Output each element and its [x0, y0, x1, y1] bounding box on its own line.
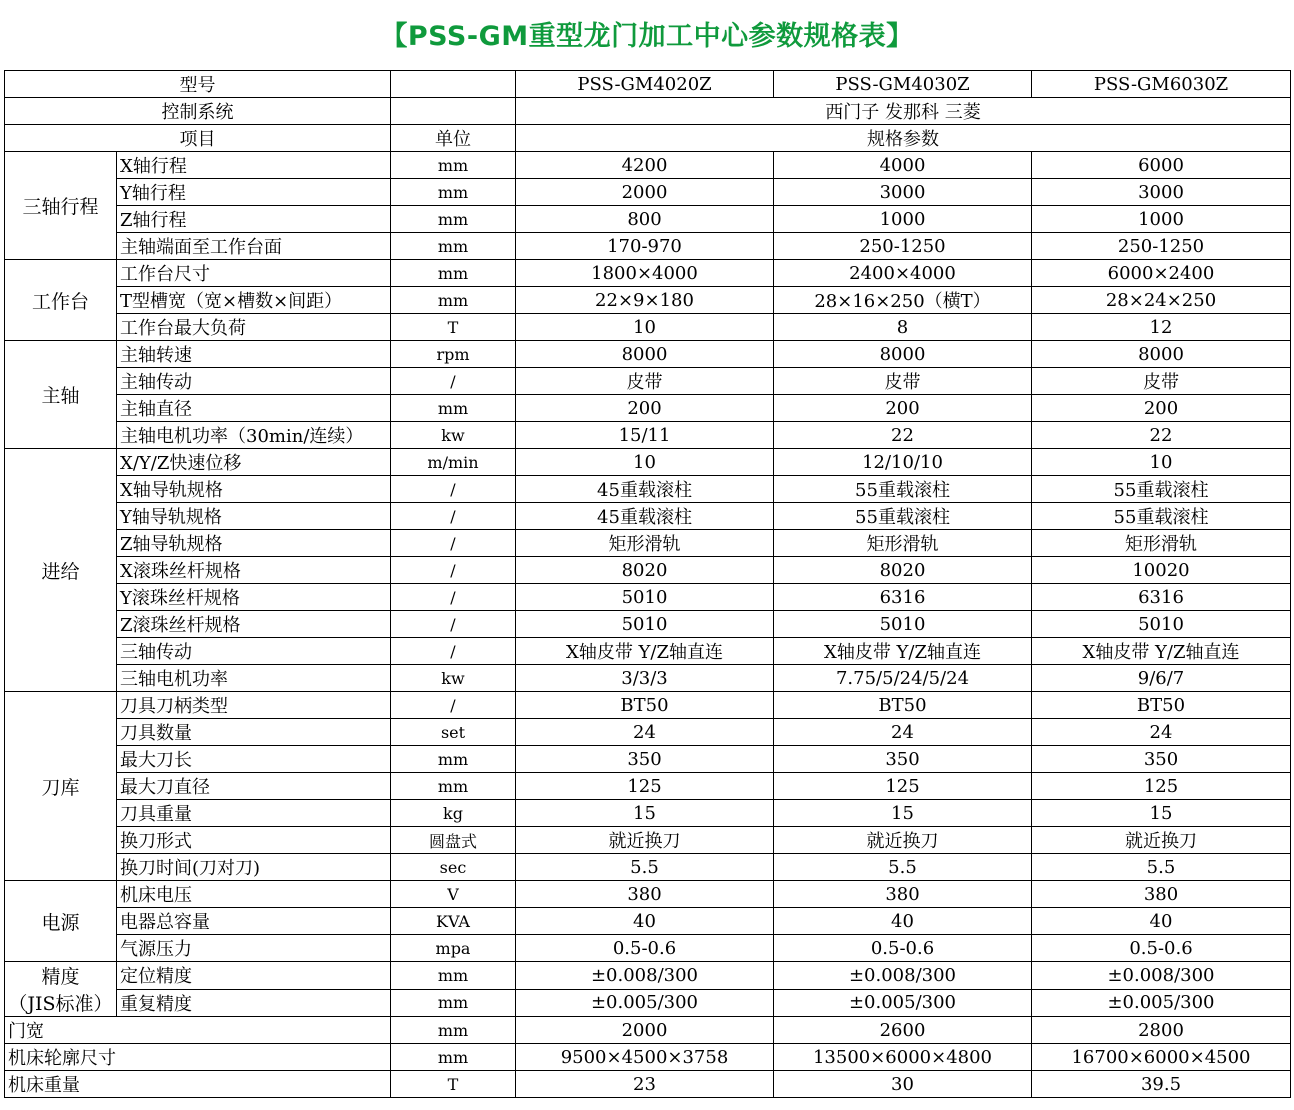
- unit-cell: /: [391, 584, 516, 611]
- value-cell: 40: [1032, 908, 1291, 935]
- value-cell: 2000: [516, 1017, 774, 1044]
- value-cell: 28×24×250: [1032, 287, 1291, 314]
- item-label: Z滚珠丝杆规格: [117, 611, 391, 638]
- group-label: [5, 962, 117, 1017]
- unit-cell: mm: [391, 773, 516, 800]
- value-cell: 5.5: [774, 854, 1032, 881]
- group-label: [5, 152, 117, 260]
- unit-cell: mm: [391, 746, 516, 773]
- value-cell: 6316: [1032, 584, 1291, 611]
- item-label: Y滚珠丝杆规格: [117, 584, 391, 611]
- value-cell: X轴皮带 Y/Z轴直连: [1032, 638, 1291, 665]
- group-label: [5, 449, 117, 692]
- control-label: 控制系统: [5, 98, 391, 125]
- value-cell: 5010: [1032, 611, 1291, 638]
- spec-row: [5, 827, 1291, 854]
- spec-row: [5, 611, 1291, 638]
- spec-header: 规格参数: [516, 125, 1291, 152]
- value-cell: 3000: [774, 179, 1032, 206]
- spec-row: [5, 584, 1291, 611]
- model-label: 型号: [5, 71, 391, 98]
- spec-row: [5, 368, 1291, 395]
- value-cell: 皮带: [774, 368, 1032, 395]
- value-cell: 就近换刀: [516, 827, 774, 854]
- value-cell: 800: [516, 206, 774, 233]
- value-cell: 200: [516, 395, 774, 422]
- spec-row: [5, 773, 1291, 800]
- unit-cell: mm: [391, 179, 516, 206]
- value-cell: 55重载滚柱: [1032, 476, 1291, 503]
- value-cell: 350: [1032, 746, 1291, 773]
- value-cell: 24: [1032, 719, 1291, 746]
- value-cell: 3/3/3: [516, 665, 774, 692]
- value-cell: 9/6/7: [1032, 665, 1291, 692]
- model-name: PSS-GM4020Z: [516, 71, 774, 98]
- value-cell: ±0.005/300: [774, 989, 1032, 1017]
- value-cell: 6316: [774, 584, 1032, 611]
- item-label: X/Y/Z快速位移: [117, 449, 391, 476]
- group-label: [5, 341, 117, 449]
- spec-row: [5, 395, 1291, 422]
- unit-header: 单位: [391, 125, 516, 152]
- value-cell: 40: [516, 908, 774, 935]
- value-cell: 6000: [1032, 152, 1291, 179]
- value-cell: 3000: [1032, 179, 1291, 206]
- value-cell: 13500×6000×4800: [774, 1044, 1032, 1071]
- spec-row: [5, 881, 1291, 908]
- value-cell: 39.5: [1032, 1071, 1291, 1098]
- value-cell: 15: [774, 800, 1032, 827]
- group-label-line: 进给: [41, 560, 80, 583]
- unit-cell: /: [391, 557, 516, 584]
- spec-row: [5, 152, 1291, 179]
- value-cell: 2600: [774, 1017, 1032, 1044]
- item-label: T型槽宽（宽×槽数×间距）: [117, 287, 391, 314]
- value-cell: 5010: [516, 611, 774, 638]
- unit-cell: /: [391, 692, 516, 719]
- value-cell: 10020: [1032, 557, 1291, 584]
- unit-cell: V: [391, 881, 516, 908]
- spec-row: [5, 557, 1291, 584]
- spec-row: [5, 800, 1291, 827]
- value-cell: 250-1250: [774, 233, 1032, 260]
- item-label: 主轴端面至工作台面: [117, 233, 391, 260]
- group-label-line: 电源: [41, 911, 80, 934]
- value-cell: 380: [516, 881, 774, 908]
- unit-cell: /: [391, 503, 516, 530]
- group-label-line: 刀库: [41, 776, 80, 799]
- value-cell: 矩形滑轨: [1032, 530, 1291, 557]
- unit-cell: 圆盘式: [391, 827, 516, 854]
- unit-cell: mm: [391, 287, 516, 314]
- item-label: X轴行程: [117, 152, 391, 179]
- spec-row: [5, 989, 1291, 1017]
- value-cell: 200: [1032, 395, 1291, 422]
- spec-row: [5, 638, 1291, 665]
- value-cell: 28×16×250（横T）: [774, 287, 1032, 314]
- item-label: 机床重量: [5, 1071, 391, 1098]
- value-cell: 24: [516, 719, 774, 746]
- value-cell: 5.5: [1032, 854, 1291, 881]
- spec-row: [5, 719, 1291, 746]
- value-cell: 1800×4000: [516, 260, 774, 287]
- spec-row: [5, 854, 1291, 881]
- column-header-row: [5, 125, 1291, 152]
- item-label: 刀具数量: [117, 719, 391, 746]
- value-cell: 350: [516, 746, 774, 773]
- unit-cell: sec: [391, 854, 516, 881]
- value-cell: 350: [774, 746, 1032, 773]
- item-label: 工作台最大负荷: [117, 314, 391, 341]
- unit-cell: mm: [391, 206, 516, 233]
- value-cell: 9500×4500×3758: [516, 1044, 774, 1071]
- value-cell: ±0.005/300: [516, 989, 774, 1017]
- spec-table: [4, 70, 1291, 1098]
- item-label: 气源压力: [117, 935, 391, 962]
- item-label: Z轴行程: [117, 206, 391, 233]
- value-cell: BT50: [1032, 692, 1291, 719]
- group-label-line: 主轴: [41, 385, 80, 407]
- item-label: 三轴传动: [117, 638, 391, 665]
- unit-cell: /: [391, 638, 516, 665]
- spec-row: [5, 692, 1291, 719]
- value-cell: 200: [774, 395, 1032, 422]
- value-cell: 皮带: [1032, 368, 1291, 395]
- value-cell: 22: [774, 422, 1032, 449]
- spec-row: [5, 449, 1291, 476]
- value-cell: 5.5: [516, 854, 774, 881]
- spec-row: [5, 1017, 1291, 1044]
- value-cell: 1000: [1032, 206, 1291, 233]
- model-name: PSS-GM4030Z: [774, 71, 1032, 98]
- item-label: 门宽: [5, 1017, 391, 1044]
- value-cell: 矩形滑轨: [516, 530, 774, 557]
- spec-row: [5, 179, 1291, 206]
- item-label: X轴导轨规格: [117, 476, 391, 503]
- value-cell: 380: [1032, 881, 1291, 908]
- group-label-line: 精度: [41, 966, 80, 988]
- unit-cell: mm: [391, 395, 516, 422]
- value-cell: X轴皮带 Y/Z轴直连: [516, 638, 774, 665]
- model-row: [5, 71, 1291, 98]
- group-label: [5, 260, 117, 341]
- value-cell: 125: [1032, 773, 1291, 800]
- value-cell: 8020: [516, 557, 774, 584]
- value-cell: 125: [774, 773, 1032, 800]
- item-label: 重复精度: [117, 989, 391, 1017]
- unit-cell: mm: [391, 260, 516, 287]
- value-cell: 22×9×180: [516, 287, 774, 314]
- value-cell: 皮带: [516, 368, 774, 395]
- spec-row: [5, 476, 1291, 503]
- value-cell: ±0.005/300: [1032, 989, 1291, 1017]
- value-cell: 6000×2400: [1032, 260, 1291, 287]
- spec-row: [5, 962, 1291, 990]
- value-cell: 12: [1032, 314, 1291, 341]
- control-value: 西门子 发那科 三菱: [516, 98, 1291, 125]
- value-cell: 15: [1032, 800, 1291, 827]
- unit-cell: kg: [391, 800, 516, 827]
- value-cell: 45重载滚柱: [516, 503, 774, 530]
- item-header: 项目: [5, 125, 391, 152]
- spec-row: [5, 908, 1291, 935]
- group-label-line: 工作台: [31, 290, 89, 313]
- value-cell: 0.5-0.6: [774, 935, 1032, 962]
- value-cell: BT50: [516, 692, 774, 719]
- value-cell: 22: [1032, 422, 1291, 449]
- spec-row: [5, 287, 1291, 314]
- value-cell: 4200: [516, 152, 774, 179]
- value-cell: 23: [516, 1071, 774, 1098]
- value-cell: 2800: [1032, 1017, 1291, 1044]
- value-cell: 就近换刀: [1032, 827, 1291, 854]
- value-cell: 10: [516, 314, 774, 341]
- value-cell: 24: [774, 719, 1032, 746]
- value-cell: 16700×6000×4500: [1032, 1044, 1291, 1071]
- value-cell: 8020: [774, 557, 1032, 584]
- control-row: [5, 98, 1291, 125]
- item-label: X滚珠丝杆规格: [117, 557, 391, 584]
- unit-cell: KVA: [391, 908, 516, 935]
- value-cell: 12/10/10: [774, 449, 1032, 476]
- group-label-line: （JIS标准）: [8, 993, 113, 1015]
- item-label: Z轴导轨规格: [117, 530, 391, 557]
- group-label-line: 三轴行程: [22, 196, 99, 218]
- value-cell: 8: [774, 314, 1032, 341]
- item-label: 主轴直径: [117, 395, 391, 422]
- value-cell: 55重载滚柱: [774, 476, 1032, 503]
- item-label: 主轴转速: [117, 341, 391, 368]
- unit-cell: T: [391, 1071, 516, 1098]
- spec-row: [5, 746, 1291, 773]
- unit-cell: mm: [391, 1044, 516, 1071]
- value-cell: ±0.008/300: [516, 962, 774, 990]
- value-cell: 2400×4000: [774, 260, 1032, 287]
- value-cell: 5010: [516, 584, 774, 611]
- unit-cell: T: [391, 314, 516, 341]
- unit-cell: /: [391, 476, 516, 503]
- spec-row: [5, 1044, 1291, 1071]
- value-cell: 55重载滚柱: [1032, 503, 1291, 530]
- value-cell: 45重载滚柱: [516, 476, 774, 503]
- spec-row: [5, 341, 1291, 368]
- item-label: 最大刀长: [117, 746, 391, 773]
- spec-row: [5, 935, 1291, 962]
- value-cell: 0.5-0.6: [1032, 935, 1291, 962]
- value-cell: 250-1250: [1032, 233, 1291, 260]
- item-label: Y轴行程: [117, 179, 391, 206]
- value-cell: 就近换刀: [774, 827, 1032, 854]
- item-label: 机床电压: [117, 881, 391, 908]
- spec-row: [5, 503, 1291, 530]
- spec-row: [5, 422, 1291, 449]
- item-label: 工作台尺寸: [117, 260, 391, 287]
- value-cell: 2000: [516, 179, 774, 206]
- spec-row: [5, 1071, 1291, 1098]
- item-label: 换刀形式: [117, 827, 391, 854]
- unit-cell: mm: [391, 152, 516, 179]
- value-cell: 8000: [516, 341, 774, 368]
- item-label: 刀具刀柄类型: [117, 692, 391, 719]
- value-cell: 矩形滑轨: [774, 530, 1032, 557]
- item-label: 三轴电机功率: [117, 665, 391, 692]
- unit-cell: m/min: [391, 449, 516, 476]
- value-cell: 15/11: [516, 422, 774, 449]
- unit-cell: /: [391, 611, 516, 638]
- spec-row: [5, 530, 1291, 557]
- model-name: PSS-GM6030Z: [1032, 71, 1291, 98]
- spec-row: [5, 665, 1291, 692]
- unit-cell: /: [391, 530, 516, 557]
- value-cell: 30: [774, 1071, 1032, 1098]
- unit-cell: /: [391, 368, 516, 395]
- page-title: 【PSS-GM重型龙门加工中心参数规格表】: [380, 21, 914, 52]
- spec-row: [5, 233, 1291, 260]
- value-cell: 170-970: [516, 233, 774, 260]
- item-label: 主轴传动: [117, 368, 391, 395]
- value-cell: 8000: [774, 341, 1032, 368]
- item-label: 机床轮廓尺寸: [5, 1044, 391, 1071]
- value-cell: ±0.008/300: [1032, 962, 1291, 990]
- unit-cell: kw: [391, 422, 516, 449]
- value-cell: 4000: [774, 152, 1032, 179]
- item-label: 最大刀直径: [117, 773, 391, 800]
- value-cell: 380: [774, 881, 1032, 908]
- unit-cell: mpa: [391, 935, 516, 962]
- item-label: 换刀时间(刀对刀): [117, 854, 391, 881]
- group-label: [5, 692, 117, 881]
- item-label: 刀具重量: [117, 800, 391, 827]
- spec-row: [5, 260, 1291, 287]
- unit-cell: mm: [391, 989, 516, 1017]
- unit-cell: set: [391, 719, 516, 746]
- value-cell: 10: [516, 449, 774, 476]
- spec-row: [5, 206, 1291, 233]
- value-cell: 7.75/5/24/5/24: [774, 665, 1032, 692]
- spec-row: [5, 314, 1291, 341]
- unit-cell: mm: [391, 233, 516, 260]
- item-label: Y轴导轨规格: [117, 503, 391, 530]
- value-cell: 5010: [774, 611, 1032, 638]
- value-cell: 125: [516, 773, 774, 800]
- value-cell: BT50: [774, 692, 1032, 719]
- item-label: 电器总容量: [117, 908, 391, 935]
- value-cell: 55重载滚柱: [774, 503, 1032, 530]
- unit-cell: mm: [391, 962, 516, 990]
- value-cell: ±0.008/300: [774, 962, 1032, 990]
- unit-cell: rpm: [391, 341, 516, 368]
- group-label: [5, 881, 117, 962]
- value-cell: 1000: [774, 206, 1032, 233]
- item-label: 主轴电机功率（30min/连续）: [117, 422, 391, 449]
- value-cell: 15: [516, 800, 774, 827]
- value-cell: 10: [1032, 449, 1291, 476]
- value-cell: X轴皮带 Y/Z轴直连: [774, 638, 1032, 665]
- unit-cell: mm: [391, 1017, 516, 1044]
- value-cell: 40: [774, 908, 1032, 935]
- unit-cell: kw: [391, 665, 516, 692]
- value-cell: 8000: [1032, 341, 1291, 368]
- value-cell: 0.5-0.6: [516, 935, 774, 962]
- item-label: 定位精度: [117, 962, 391, 990]
